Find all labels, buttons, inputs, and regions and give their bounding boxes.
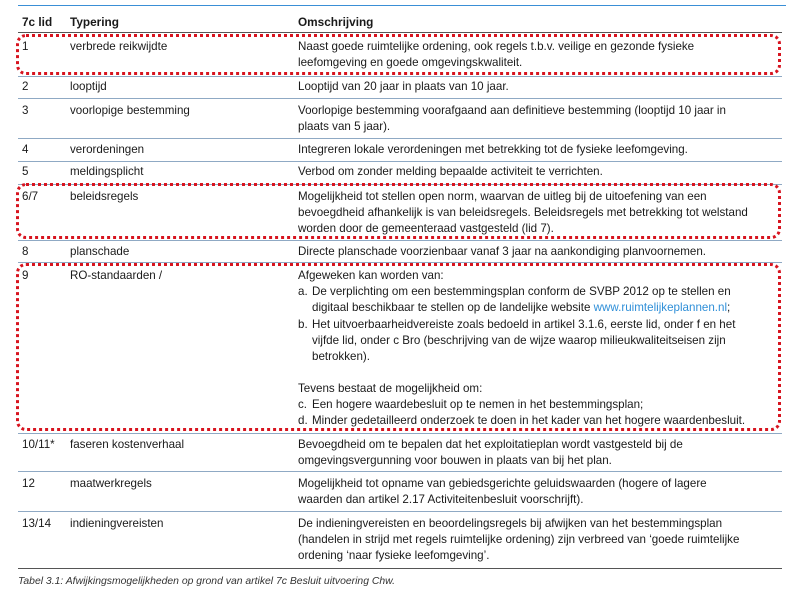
row-9-item-c-marker: c. (298, 398, 308, 411)
row-10-11-typering: faseren kostenverhaal (70, 438, 185, 451)
row-6-7-text-1: Mogelijkheid tot stellen open norm, waarvan de uitleg bij de uitoefening van een (298, 190, 707, 203)
row-3-lid: 3 (22, 104, 29, 117)
row-13-14-text-2: (handelen in strijd met regels ruimtelijke ordening) zijn verbreed van ‘goede ruimtelijke (298, 533, 740, 546)
row-9-item-a-marker: a. (298, 285, 308, 298)
row-12-text-2: waarden dan artikel 2.17 Activiteitenbesluit voorschrijft). (298, 493, 584, 506)
row-13-14-text-1: De indieningvereisten en beoordelingsregels bij afwijken van het bestemmingsplan (298, 517, 723, 530)
row-divider (18, 511, 782, 512)
row-2-text-1: Looptijd van 20 jaar in plaats van 10 jaar. (298, 80, 509, 93)
row-divider (18, 240, 782, 241)
row-divider (18, 433, 782, 434)
header-divider (18, 32, 782, 33)
row-4-lid: 4 (22, 143, 29, 156)
row-13-14-typering: indieningvereisten (70, 517, 164, 530)
row-divider (18, 138, 782, 139)
row-divider (18, 161, 782, 162)
row-6-7-text-3: worden door de gemeenteraad vastgesteld (lid 7). (298, 222, 554, 235)
row-9-typering: RO-standaarden / (70, 269, 163, 282)
highlight-row-9 (16, 263, 781, 431)
row-9-intro: Afgeweken kan worden van: (298, 269, 444, 282)
row-1-lid: 1 (22, 40, 29, 53)
header-lid: 7c lid (22, 15, 53, 29)
row-1-text-1: Naast goede ruimtelijke ordening, ook regels t.b.v. veilige en gezonde fysieke (298, 40, 695, 53)
row-12-typering: maatwerkregels (70, 477, 152, 490)
ruimtelijkeplannen-link[interactable]: www.ruimtelijkeplannen.nl (593, 301, 728, 314)
header-typering: Typering (70, 15, 119, 29)
row-divider (18, 98, 782, 99)
row-8-typering: planschade (70, 245, 130, 258)
highlight-row-1 (16, 34, 781, 75)
row-9-item-d: Minder gedetailleerd onderzoek te doen in het kader van het hogere waardenbesluit. (312, 414, 746, 427)
row-1-typering: verbrede reikwijdte (70, 40, 168, 53)
row-9-item-a-end: ; (727, 301, 731, 314)
row-2-typering: looptijd (70, 80, 107, 93)
row-6-7-lid: 6/7 (22, 190, 39, 203)
row-5-typering: meldingsplicht (70, 165, 144, 178)
row-9-lid: 9 (22, 269, 29, 282)
row-5-text-1: Verbod om zonder melding bepaalde activiteit te verrichten. (298, 165, 603, 178)
row-13-14-text-3: ordening ‘naar fysieke leefomgeving’. (298, 549, 490, 562)
table-bottom-rule (18, 568, 782, 569)
row-divider (18, 471, 782, 472)
row-9-item-d-marker: d. (298, 414, 308, 427)
row-divider (18, 76, 782, 77)
row-9-item-b-line-2: vijfde lid, onder c Bro (beschrijving van de wijze waarop milieukwaliteitseisen zijn (312, 334, 726, 347)
row-1-text-2: leefomgeving en goede omgevingskwaliteit. (298, 56, 523, 69)
row-3-text-2: plaats van 5 jaar). (298, 120, 391, 133)
highlight-row-6-7 (16, 183, 781, 239)
row-9-item-a-line-1: De verplichting om een bestemmingsplan conform de SVBP 2012 op te stellen en (312, 285, 731, 298)
row-12-lid: 12 (22, 477, 35, 490)
row-10-11-lid: 10/11* (22, 438, 55, 451)
row-6-7-typering: beleidsregels (70, 190, 139, 203)
row-13-14-lid: 13/14 (22, 517, 52, 530)
row-9-item-c: Een hogere waardebesluit op te nemen in het bestemmingsplan; (312, 398, 644, 411)
row-10-11-text-2: omgevingsvergunning voor bouwen in plaats van bij het plan. (298, 454, 612, 467)
row-9-item-b-line-3: betrokken). (312, 350, 370, 363)
row-6-7-text-2: bevoegdheid afhankelijk is van beleidsregels. Beleidsregels met betrekking tot welstand (298, 206, 748, 219)
row-9-tevens: Tevens bestaat de mogelijkheid om: (298, 382, 483, 395)
row-10-11-text-1: Bevoegdheid om te bepalen dat het exploitatieplan wordt vastgesteld bij de (298, 438, 683, 451)
row-8-lid: 8 (22, 245, 29, 258)
row-3-typering: voorlopige bestemming (70, 104, 190, 117)
table-caption: Tabel 3.1: Afwijkingsmogelijkheden op grond van artikel 7c Besluit uitvoering Chw. (18, 576, 395, 587)
row-8-text-1: Directe planschade voorzienbaar vanaf 3 jaar na aankondiging planvoornemen. (298, 245, 706, 258)
row-2-lid: 2 (22, 80, 29, 93)
header-omschrijving: Omschrijving (298, 15, 374, 29)
row-4-text-1: Integreren lokale verordeningen met betrekking tot de fysieke leefomgeving. (298, 143, 688, 156)
row-12-text-1: Mogelijkheid tot opname van gebiedsgerichte geluidswaarden (hogere of lagere (298, 477, 707, 490)
row-3-text-1: Voorlopige bestemming voorafgaand aan definitieve bestemming (looptijd 10 jaar in (298, 104, 726, 117)
row-9-item-b-line-1: Het uitvoerbaarheidvereiste zoals bedoeld in artikel 3.1.6, eerste lid, onder f en het (312, 318, 736, 331)
row-5-lid: 5 (22, 165, 29, 178)
row-4-typering: verordeningen (70, 143, 145, 156)
row-9-item-b-marker: b. (298, 318, 308, 331)
row-9-item-a-line-2-text: digitaal beschikbaar te stellen op de landelijke website (312, 301, 594, 314)
top-rule (18, 5, 786, 6)
